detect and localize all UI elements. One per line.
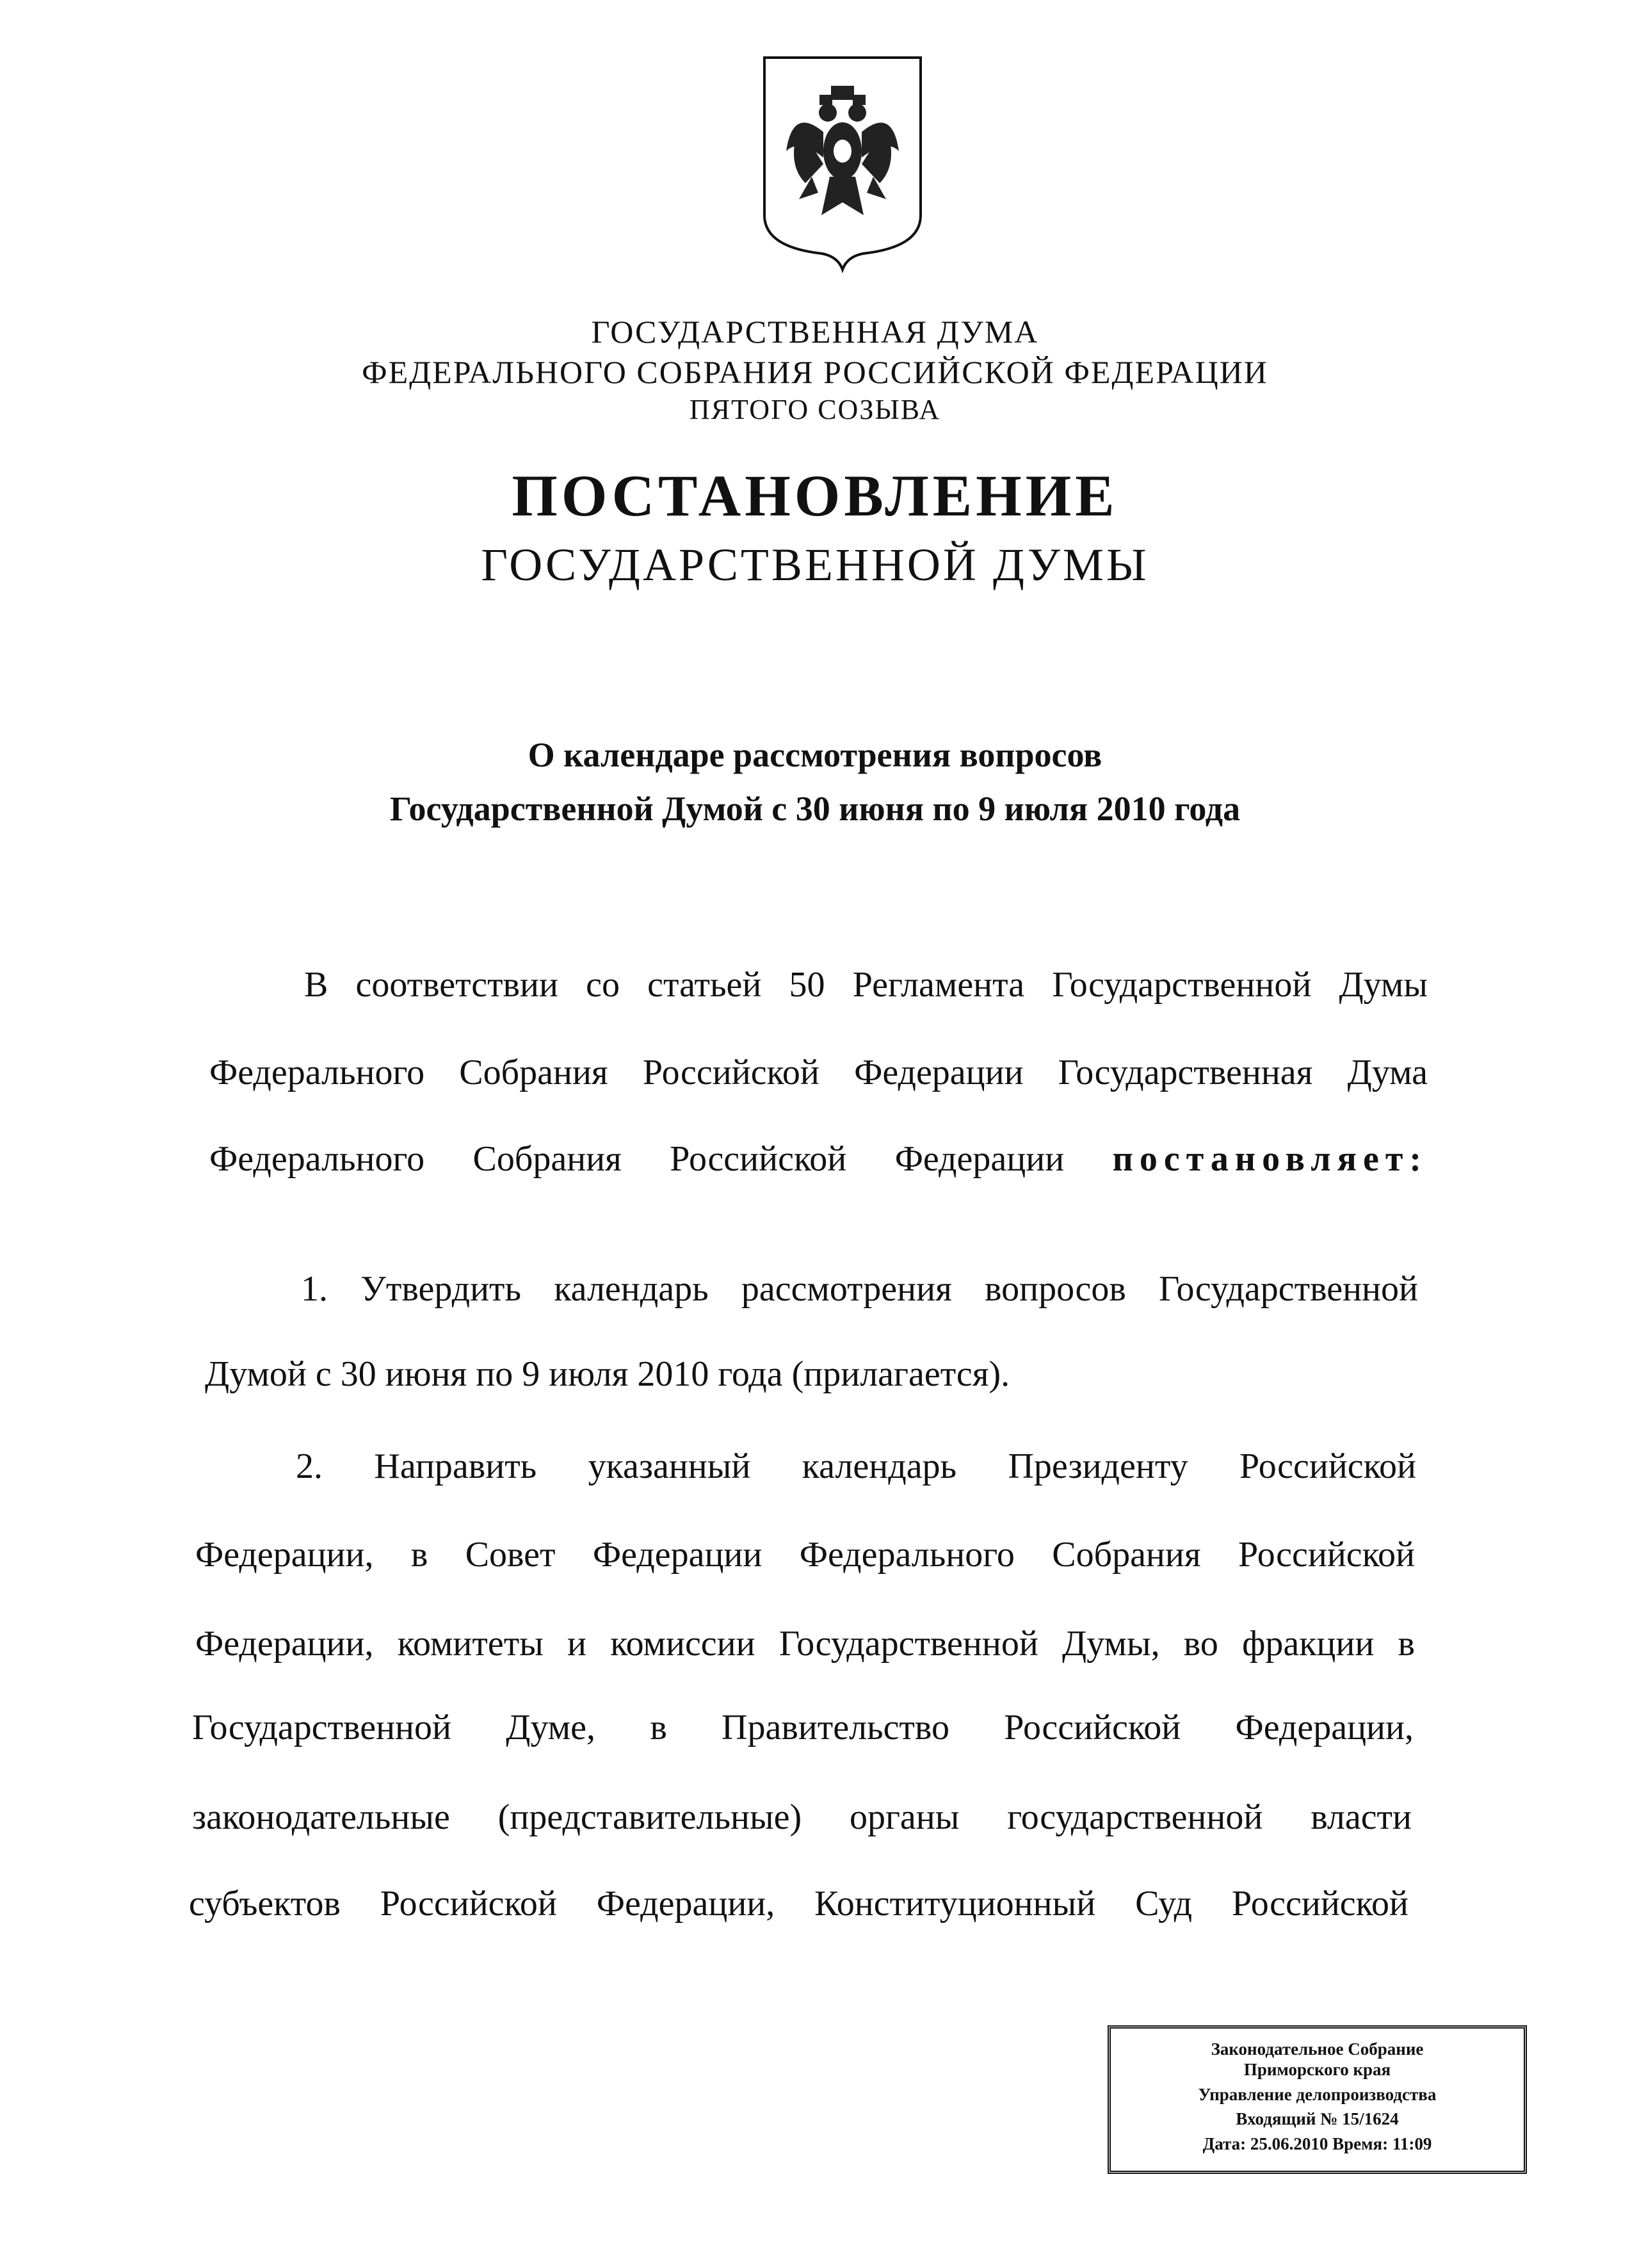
item2-line-2: Федерации, в Совет Федерации Федерального Собрания Российской bbox=[195, 1535, 1415, 1575]
stamp-line-1: Законодательное Собрание bbox=[1211, 2039, 1424, 2059]
item2-line-3: Федерации, комитеты и комиссии Государственной Думы, во фракции в bbox=[195, 1624, 1415, 1664]
decree-word: постановляет: bbox=[1112, 1139, 1428, 1179]
coat-of-arms-icon bbox=[761, 55, 924, 276]
stamp-line-5: Дата: 25.06.2010 Время: 11:09 bbox=[1202, 2134, 1432, 2153]
title-line-2: Государственной Думой с 30 июня по 9 июля 2010 года bbox=[389, 790, 1241, 828]
item1-line-2: Думой с 30 июня по 9 июля 2010 года (прилагается). bbox=[205, 1354, 1010, 1394]
preamble-line-2: Федерального Собрания Российской Федерации Государственная Дума bbox=[209, 1053, 1428, 1092]
title-line-1: О календаре рассмотрения вопросов bbox=[528, 736, 1102, 774]
item2-line-5: законодательные (представительные) органы государственной власти bbox=[192, 1797, 1412, 1837]
item2-line-4: Государственной Думе, в Правительство Российской Федерации, bbox=[192, 1708, 1414, 1747]
item2-line-1: 2. Направить указанный календарь Президенту Российской bbox=[296, 1446, 1416, 1486]
stamp-line-3: Управление делопроизводства bbox=[1198, 2084, 1437, 2104]
item1-line-1: 1. Утвердить календарь рассмотрения вопросов Государственной bbox=[301, 1269, 1418, 1309]
preamble-line-1: В соответствии со статьей 50 Регламента Государственной Думы bbox=[304, 965, 1428, 1005]
header-line-1: ГОСУДАРСТВЕННАЯ ДУМА bbox=[591, 314, 1039, 350]
stamp-line-4: Входящий № 15/1624 bbox=[1236, 2109, 1399, 2129]
preamble-text: Федерального Собрания Российской Федерации bbox=[209, 1139, 1065, 1179]
document-issuer: ГОСУДАРСТВЕННОЙ ДУМЫ bbox=[481, 539, 1149, 590]
item2-line-6: субъектов Российской Федерации, Конституционный Суд Российской bbox=[189, 1884, 1408, 1924]
document-type: ПОСТАНОВЛЕНИЕ bbox=[512, 463, 1118, 528]
header-line-2: ФЕДЕРАЛЬНОГО СОБРАНИЯ РОССИЙСКОЙ ФЕДЕРАЦИИ bbox=[362, 354, 1268, 390]
registration-stamp bbox=[1108, 2025, 1527, 2174]
preamble-line-3 bbox=[209, 1141, 1428, 1177]
header-line-3: ПЯТОГО СОЗЫВА bbox=[689, 394, 941, 425]
stamp-line-2: Приморского края bbox=[1243, 2060, 1391, 2080]
